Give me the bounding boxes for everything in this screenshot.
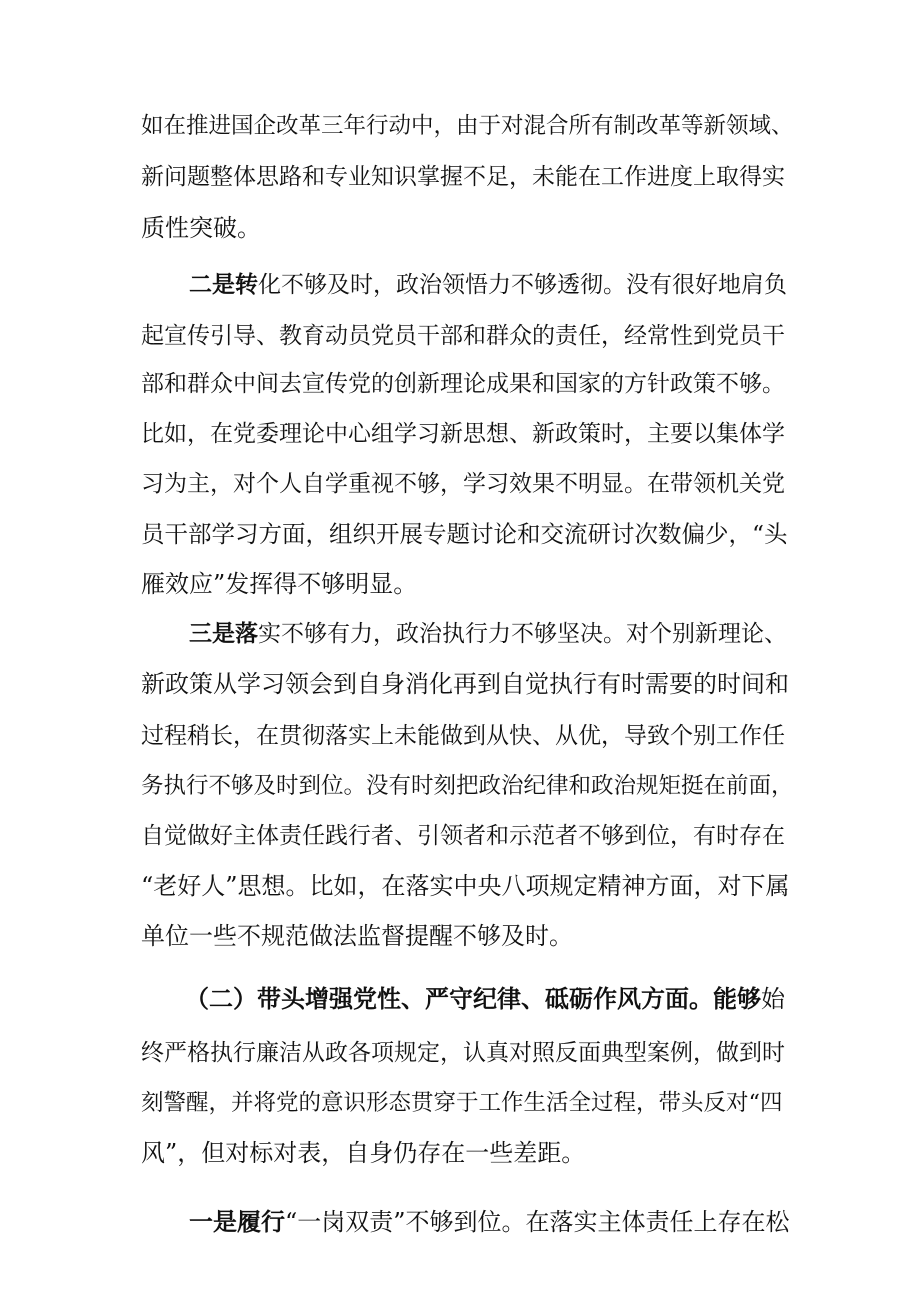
line-text: 新政策从学习领会到自身消化再到自觉执行有时需要的时间和 (141, 670, 789, 698)
line-text: 自觉做好主体责任践行者、引领者和示范者不够到位，有时存在 (141, 823, 785, 849)
paragraph-line (141, 208, 795, 248)
paragraph-line (189, 265, 795, 305)
paragraph-line (141, 1033, 795, 1073)
paragraph-line (141, 157, 795, 197)
bold-lead-text: 一是履行 (189, 1207, 285, 1236)
paragraph-line (141, 106, 795, 146)
line-text: 过程稍长，在贯彻落实上未能做到从快、从优，导致个别工作任 (141, 723, 785, 749)
paragraph-line (141, 916, 795, 956)
line-text: 雁效应”发挥得不够明显。 (141, 570, 418, 598)
line-text: “一岗双责”不够到位。在落实主体责任上存在松 (285, 1208, 790, 1236)
paragraph-line (141, 866, 795, 906)
paragraph-line (141, 564, 795, 604)
line-text: 质性突破。 (141, 214, 261, 242)
line-text: 单位一些不规范做法监督提醒不够及时。 (141, 922, 573, 950)
line-text: 风”，但对标对表，自身仍存在一些差距。 (141, 1139, 586, 1167)
line-text: 化不够及时，政治领悟力不够透彻。没有很好地肩负 (258, 272, 787, 298)
paragraph-line (141, 464, 795, 504)
line-text: 终严格执行廉洁从政各项规定，认真对照反面典型案例，做到时 (141, 1040, 785, 1066)
paragraph-line (189, 1202, 795, 1242)
line-text: 起宣传引导、教育动员党员干部和群众的责任，经常性到党员干 (141, 323, 785, 349)
line-text: 如在推进国企改革三年行动中，由于对混合所有制改革等新领域、 (141, 113, 794, 139)
line-text: 始 (761, 985, 785, 1013)
line-text: 部和群众中间去宣传党的创新理论成果和国家的方针政策不够。 (141, 371, 785, 397)
paragraph-line (141, 1133, 795, 1173)
paragraph-line (141, 414, 795, 454)
paragraph-line (141, 1083, 795, 1123)
paragraph-line (141, 766, 795, 806)
line-text: “老好人”思想。比如，在落实中央八项规定精神方面，对下属 (141, 872, 790, 900)
paragraph-line (141, 514, 795, 554)
line-text: 新问题整体思路和专业知识掌握不足，未能在工作进度上取得实 (141, 164, 785, 190)
line-text: 习为主，对个人自学重视不够，学习效果不明显。在带领机关党 (141, 471, 785, 497)
line-text: 刻警醒，并将党的意识形态贯穿于工作生活全过程，带头反对“四 (141, 1090, 783, 1116)
line-text: 实不够有力，政治执行力不够坚决。对个别新理论、 (258, 621, 787, 647)
line-text: 务执行不够及时到位。没有时刻把政治纪律和政治规矩挺在前面， (141, 773, 794, 799)
bold-lead-text: 二是转 (189, 271, 258, 298)
line-text: 比如，在党委理论中心组学习新思想、新政策时，主要以集体学 (141, 421, 785, 447)
paragraph-line (141, 316, 795, 356)
paragraph-line (141, 716, 795, 756)
line-text: 员干部学习方面，组织开展专题讨论和交流研讨次数偏少，“头 (141, 520, 788, 548)
paragraph-line (141, 664, 795, 704)
paragraph-line (141, 816, 795, 856)
bold-lead-text: 三是落 (189, 620, 258, 647)
section-heading: （二）带头增强党性、严守纪律、砥砺作风方面。能够 (185, 984, 761, 1013)
paragraph-line (141, 364, 795, 404)
paragraph-line (189, 614, 795, 654)
paragraph-line (185, 979, 795, 1019)
